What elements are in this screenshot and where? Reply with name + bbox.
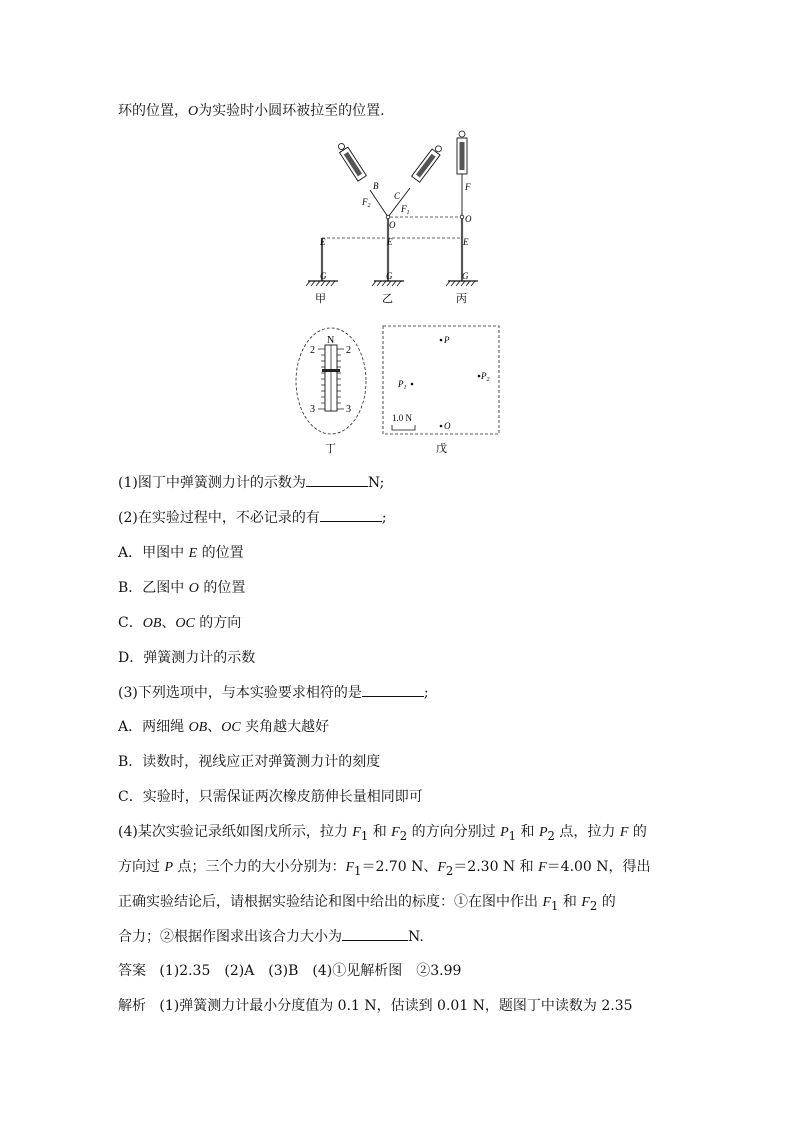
q4-text: 合力；②根据作图求出该合力大小为 [118,929,342,945]
answer-text: (1)2.35 (2)A (3)B (4)①见解析图 ②3.99 [159,963,462,979]
opt-sep: 、 [207,719,222,735]
tick-left-3: 3 [310,404,315,415]
question-3 [118,684,429,702]
option-3B: B．读数时，视线应正对弹簧测力计的刻度 [118,754,381,770]
q4-text: 正确实验结论后，请根据实验结论和图中给出的标度：①在图中作出 [118,894,543,910]
ring-O [386,215,390,219]
question-4-line-3 [118,893,616,915]
tick-left-2: 2 [310,345,315,356]
caption-wu: 戊 [436,442,447,455]
sub-2: 2 [445,863,454,878]
point-P [440,339,443,342]
label-F2: $F_2$ [362,197,371,209]
opt-sep: 、 [161,615,176,631]
sub-1: 1 [551,898,559,913]
label-F1: $F_1$ [401,204,410,216]
q4-text: 的 [628,824,647,840]
q4-text: (4)某次实验记录纸如图戊所示，拉力 [118,824,353,840]
label-E-yi: E [387,237,393,247]
q4-text: 和 [516,824,539,840]
q4-text: 方向过 [118,859,165,875]
var-F: F [542,895,552,910]
option-2C [118,614,241,633]
var-F: F [581,895,590,910]
label-G-jia: G [320,271,327,281]
ground-hatch-bing [446,281,475,286]
caption-yi: 乙 [382,292,393,305]
option-2A [118,544,244,563]
q4-unit: N. [408,929,424,945]
q4-text: 的 [597,894,616,910]
sub-2: 2 [547,828,555,843]
var-F: F [345,860,355,875]
figure-wu [382,325,504,459]
var-OC: OC [175,616,195,631]
ground-hatch-yi [372,281,401,286]
label-P2: $P_2$ [481,371,490,383]
spring-scale-F [457,131,467,174]
var-O: O [188,581,199,596]
var-F: F [391,825,400,840]
point-P2 [478,375,481,378]
q2-text: (2)在实验过程中，不必记录的有 [118,510,320,526]
point-O [440,425,443,428]
var-P: P [538,825,548,840]
option-2B [118,579,245,598]
opt-text-end: 夹角越大越好 [240,719,330,735]
var-P: P [164,860,174,875]
label-O: O [444,421,451,431]
answer-blank-1 [306,474,368,487]
label-F: F [465,182,471,192]
ring-O-bing [460,215,464,219]
opt-text-end: 的位置 [198,580,246,596]
analysis-text: (1)弹簧测力计最小分度值为 0.1 N，估读到 0.01 N，题图丁中读数为 2.35 [159,998,633,1014]
spring-scale-C [412,143,445,182]
analysis-line [118,997,633,1015]
question-2 [118,509,387,527]
question-1 [118,474,384,492]
tick-right-3: 3 [346,404,351,415]
string-OB [370,190,388,217]
answer-blank-3 [362,684,424,697]
caption-jia: 甲 [315,292,326,305]
q4-value: ＝2.30 N 和 [453,859,539,875]
var-P: P [500,825,509,840]
opt-text: C． [118,615,143,631]
answer-line [118,962,461,980]
var-OC: OC [221,720,241,735]
var-E: E [188,546,198,561]
var-F: F [538,860,547,875]
label-E-jia: E [320,237,326,247]
ground-hatch-jia [306,281,335,286]
var-F: F [437,860,446,875]
scale-bar [392,425,415,430]
intro-line [118,102,385,121]
label-B: B [373,181,379,191]
answer-blank-4 [342,928,408,941]
question-4-line-4 [118,928,424,946]
analysis-label: 解析 [118,998,146,1014]
label-E-bing: E [463,237,469,247]
q4-text: 点，拉力 [554,824,620,840]
opt-text-end: 的方向 [194,615,242,631]
intro-text-end: 为实验时小圆环被拉至的位置. [198,103,385,119]
label-G-yi: G [386,271,393,281]
var-F: F [352,825,361,840]
sub-2: 2 [589,898,598,913]
opt-text-end: 的位置 [197,545,244,561]
var-O: O [188,104,199,119]
opt-text: A．两细绳 [118,719,189,735]
var-OB: OB [188,720,208,735]
tick-right-2: 2 [346,345,351,356]
scale-pointer [322,369,340,372]
figure-jia-yi-bing [290,128,520,310]
opt-text: B．乙图中 [118,580,189,596]
label-O-yi: O [389,220,396,230]
option-3A [118,718,329,737]
q4-text: 和 [368,824,392,840]
caption-ding: 丁 [325,442,336,455]
figure-ding [292,325,372,459]
option-3C: C．实验时，只需保证两次橡皮筋伸长量相同即可 [118,789,423,805]
caption-bing: 丙 [456,292,467,305]
q4-value: ＝2.70 N、 [361,859,438,875]
sub-1: 1 [508,828,517,843]
label-P1: $P_1$ [398,379,407,391]
answer-label: 答案 [118,963,146,979]
label-P: P [444,335,450,345]
q4-text: 的方向分别过 [407,824,501,840]
question-4-line-1 [118,823,647,845]
opt-text: A．甲图中 [118,545,189,561]
label-O-bing: O [465,214,472,224]
spring-scale-B [336,141,367,181]
question-4-line-2 [118,858,651,880]
q3-text: (3)下列选项中，与本实验要求相符的是 [118,685,362,701]
label-G-bing: G [462,271,469,281]
var-F: F [619,825,629,840]
sub-1: 1 [360,828,369,843]
q3-end: ; [423,685,429,701]
sub-2: 2 [399,828,408,843]
point-P1 [411,383,414,386]
q1-text: (1)图丁中弹簧测力计的示数为 [118,475,306,491]
answer-blank-2 [320,509,382,522]
q2-end: ; [381,510,387,526]
q4-text: 点；三个力的大小分别为： [173,859,346,875]
scale-label: 1.0 N [392,413,412,423]
label-C: C [394,191,401,201]
intro-text: 环的位置， [118,103,188,119]
q1-unit: N; [367,475,385,491]
var-OB: OB [142,616,162,631]
q4-text: 和 [558,894,582,910]
option-2D: D．弹簧测力计的示数 [118,650,256,666]
label-N: N [327,335,335,346]
q4-value: ＝4.00 N，得出 [546,859,651,875]
sub-1: 1 [354,863,362,878]
